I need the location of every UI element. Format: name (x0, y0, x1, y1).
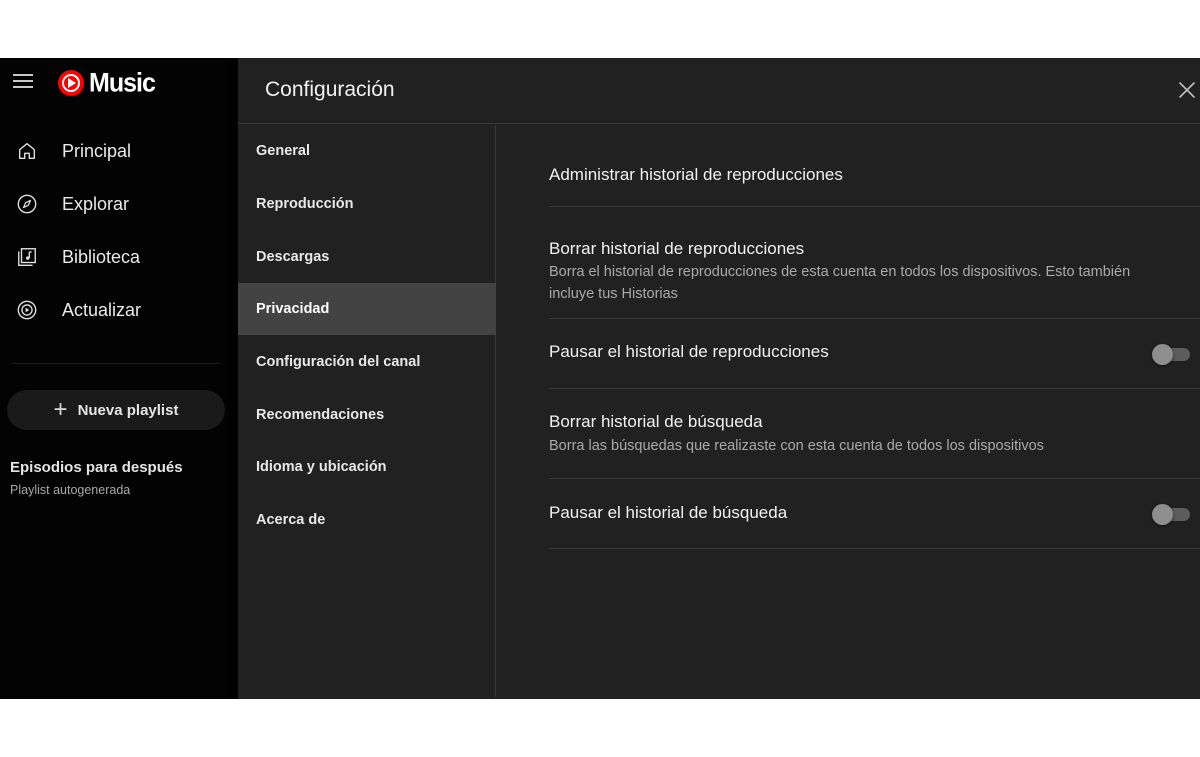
setting-pause-watch-history (549, 319, 1200, 389)
settings-menu-general[interactable] (238, 125, 496, 177)
settings-menu-privacidad[interactable] (238, 283, 496, 335)
settings-menu (238, 125, 496, 697)
dialog-title: Configuración (265, 78, 395, 101)
settings-menu-reproduccion[interactable] (238, 178, 496, 230)
settings-menu-configuracion-canal[interactable] (238, 336, 496, 388)
sidebar-item-actualizar[interactable] (0, 288, 238, 332)
setting-clear-watch-history[interactable] (549, 207, 1200, 319)
upgrade-icon (16, 299, 38, 321)
new-playlist-button[interactable] (7, 390, 225, 430)
settings-menu-label: Acerca de (256, 512, 326, 528)
settings-menu-label: Recomendaciones (256, 407, 385, 423)
dialog-header (238, 58, 1200, 124)
plus-icon: + (53, 396, 68, 423)
settings-menu-acerca[interactable] (238, 494, 496, 546)
settings-menu-label: Privacidad (256, 301, 330, 317)
playlist-subtitle: Playlist autogenerada (10, 483, 131, 497)
home-icon (16, 140, 38, 162)
app-logo[interactable] (58, 68, 155, 98)
setting-title: Administrar historial de reproducciones (549, 165, 843, 184)
sidebar-item-biblioteca[interactable] (0, 235, 238, 279)
app-window (0, 58, 1200, 699)
sidebar-item-explorar[interactable] (0, 182, 238, 226)
sidebar-item-label: Explorar (62, 193, 130, 214)
sidebar-item-label: Actualizar (62, 299, 142, 320)
settings-menu-label: Configuración del canal (256, 354, 421, 370)
setting-title: Pausar el historial de búsqueda (549, 503, 788, 522)
setting-pause-search-history (549, 479, 1200, 549)
settings-dialog (238, 58, 1200, 699)
playlist-title[interactable]: Episodios para después (10, 459, 183, 476)
setting-description: Borra el historial de reproducciones de esta cuenta en todos los dispositivos. Esto también incluye tus Historias (549, 264, 1131, 302)
setting-title: Borrar historial de reproducciones (549, 239, 805, 258)
sidebar-item-label: Principal (62, 140, 132, 161)
setting-clear-search-history[interactable] (549, 389, 1200, 479)
settings-menu-label: Descargas (256, 249, 330, 265)
close-icon[interactable] (1177, 80, 1197, 100)
sidebar-divider (12, 363, 220, 364)
settings-menu-label: General (256, 143, 310, 159)
library-icon (16, 246, 38, 268)
sidebar-item-label: Biblioteca (62, 246, 141, 267)
setting-manage-watch-history[interactable] (549, 125, 1200, 207)
pause-watch-history-toggle[interactable] (1152, 344, 1190, 364)
setting-title: Borrar historial de búsqueda (549, 412, 763, 431)
settings-menu-label: Idioma y ubicación (256, 459, 387, 475)
settings-content (549, 125, 1200, 697)
settings-menu-label: Reproducción (256, 196, 354, 212)
setting-description: Borra las búsquedas que realizaste con esta cuenta de todos los dispositivos (549, 438, 1044, 454)
setting-title: Pausar el historial de reproducciones (549, 342, 829, 361)
new-playlist-label: Nueva playlist (77, 401, 179, 419)
sidebar-item-principal[interactable] (0, 129, 238, 173)
sidebar (0, 58, 238, 699)
settings-menu-idioma[interactable] (238, 441, 496, 493)
compass-icon (16, 193, 38, 215)
settings-menu-descargas[interactable] (238, 231, 496, 283)
music-logo-icon (58, 70, 84, 96)
pause-search-history-toggle[interactable] (1152, 504, 1190, 524)
hamburger-icon[interactable] (13, 73, 33, 89)
brand-name: Music (89, 67, 155, 98)
settings-menu-recomendaciones[interactable] (238, 389, 496, 441)
